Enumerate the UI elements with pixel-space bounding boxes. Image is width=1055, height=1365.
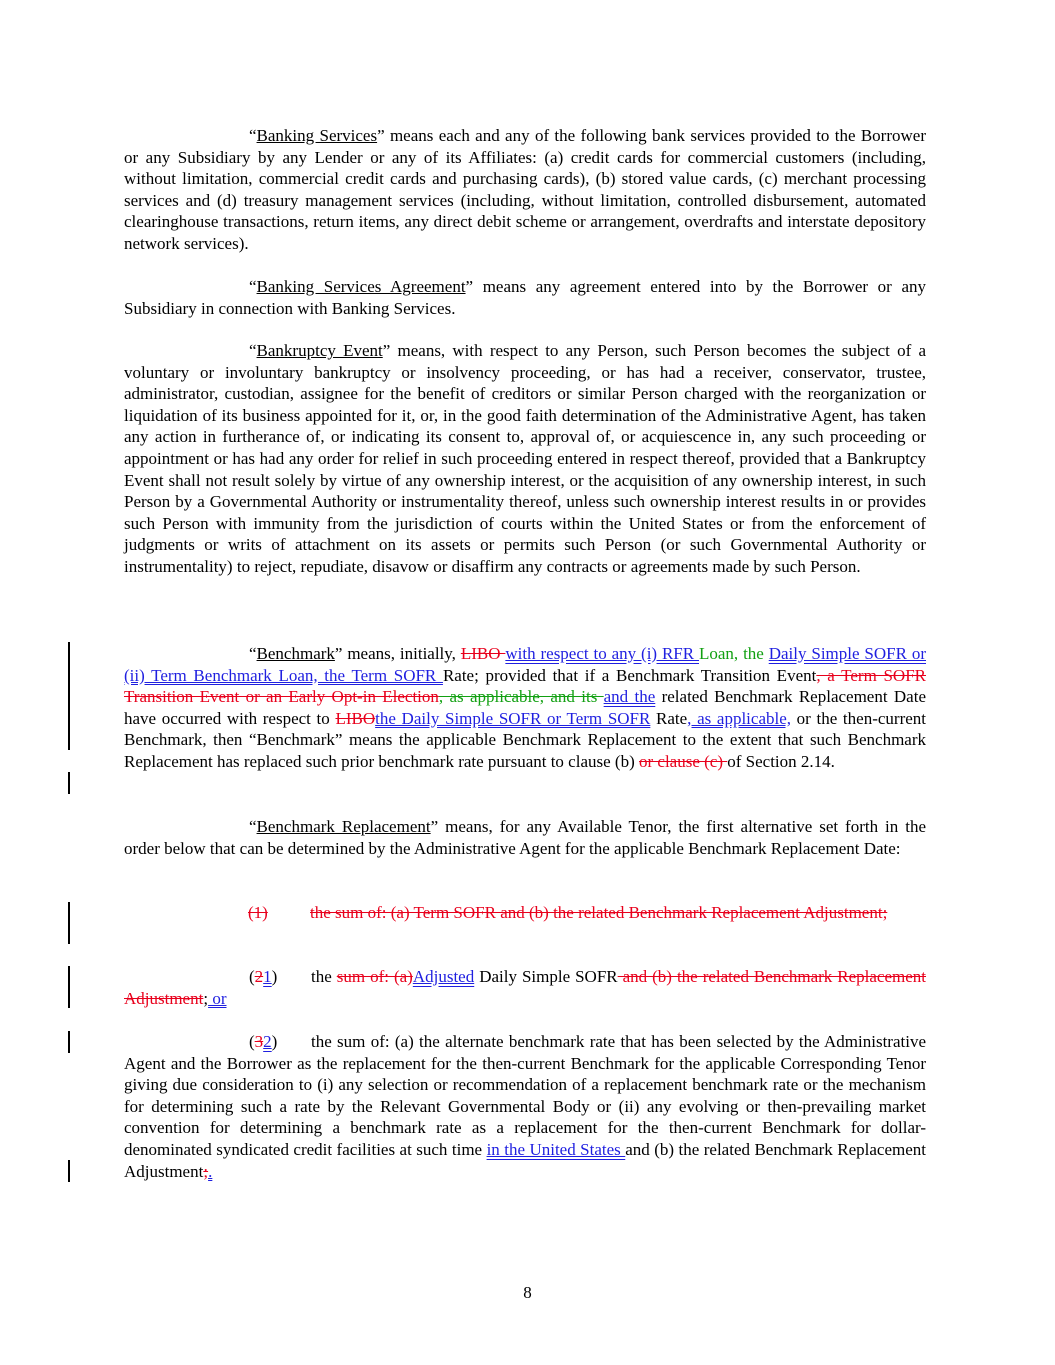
text-run: ;	[203, 988, 209, 1008]
deleted-text: ;	[203, 1161, 209, 1181]
inserted-text: , as applicable,	[687, 708, 792, 728]
moved-text: Loan, the	[699, 644, 769, 663]
page-number: 8	[523, 1283, 532, 1302]
definition-banking-services	[124, 125, 926, 255]
definition-benchmark-replacement	[124, 816, 926, 859]
inserted-text: with respect to any (i) RFR	[505, 644, 699, 663]
text-run: ” means, initially,	[334, 644, 461, 663]
paren: )	[271, 1032, 278, 1051]
deleted-text: the sum of: (a) Term SOFR and (b) the related Benchmark Replacement Adjustment;	[310, 903, 888, 922]
definition-banking-services-agreement	[124, 276, 926, 319]
deleted-text: , a Term SOFR Transition Event or an Early Opt-in Election	[124, 665, 926, 707]
text-run: related Benchmark Replacement Date have occurred with respect to	[124, 687, 926, 728]
deleted-text: 2	[254, 967, 264, 986]
text-run: Daily Simple SOFR	[474, 967, 618, 986]
deleted-text: sum of: (a)	[336, 967, 413, 986]
clause-3	[124, 1031, 926, 1182]
defined-term: Banking Services Agreement	[256, 277, 466, 296]
clause-1	[187, 902, 926, 924]
text-run: or the then-current Benchmark, then “Benchmark” means the applicable Benchmark Replacement to the extent that such Benchmark Replacement has replaced such prior benchmark rate pursuant to clause (b)	[124, 708, 926, 771]
inserted-text: Daily Simple SOFR or (ii) Term Benchmark Loan, the Term SOFR	[124, 644, 926, 685]
paren: (	[249, 967, 255, 986]
text-run: Rate	[650, 708, 688, 728]
inserted-text: the Daily Simple SOFR or Term SOFR	[375, 708, 651, 728]
inserted-text: or	[208, 988, 227, 1008]
definition-text: ” means, for any Available Tenor, the first alternative set forth in the order below that can be determined by the Administrative Agent for the applicable Benchmark Replacement Date:	[124, 817, 926, 858]
definition-text: ” means each and any of the following bank services provided to the Borrower or any Subsidiary by any Lender or any of its Affiliates: (a) credit cards for commercial customers (including, without limitation, commercial credit cards and purchasing cards), (b) stored value cards, (c) merchant processing services and (d) treasury management services (including, without limitation, controlled disbursement, automated clearinghouse transactions, return items, any direct debit scheme or arrangement, overdrafts and interstate depository network services).	[124, 126, 926, 253]
deleted-text: LIBO	[335, 708, 376, 728]
defined-term: Benchmark	[256, 644, 335, 663]
clause-number	[249, 1031, 311, 1053]
inserted-text: 2	[263, 1032, 272, 1051]
open-quote: “	[249, 126, 257, 145]
change-bar	[68, 902, 70, 944]
change-bar	[68, 966, 70, 1008]
open-quote: “	[249, 341, 257, 360]
text-run: the sum of: (a) the alternate benchmark rate that has been selected by the Administrative Agent and the Borrower as the replacement for the then-current Benchmark for the applicable Corresponding Tenor giving due consideration to (i) any selection or recommendation of a replacement benchmark rate or the mechanism for determining such a rate by the Relevant Governmental Body or (ii) any evolving or then-prevailing market convention for determining a benchmark rate as a replacement for the then-current Benchmark for dollar-denominated syndicated credit facilities at such time	[124, 1032, 926, 1159]
clause-2	[124, 966, 926, 1009]
clause-number: (1)	[248, 903, 268, 922]
defined-term: Bankruptcy Event	[256, 341, 383, 360]
inserted-text: and the	[603, 687, 656, 707]
change-bar	[68, 1031, 70, 1053]
definition-bankruptcy-event	[124, 340, 926, 578]
change-bar	[68, 1160, 70, 1182]
inserted-text: .	[208, 1161, 213, 1181]
text-run: of Section 2.14.	[727, 751, 835, 771]
paren: (	[249, 1032, 255, 1051]
change-bar	[68, 642, 70, 750]
clause-number	[249, 966, 311, 988]
inserted-text: in the United States	[486, 1139, 626, 1159]
open-quote: “	[249, 817, 257, 836]
open-quote: “	[249, 277, 257, 296]
inserted-text: 1	[263, 967, 272, 986]
definition-benchmark	[124, 643, 926, 773]
deleted-text: and (b) the related Benchmark Replacement Adjustment	[124, 967, 927, 1008]
paren: )	[271, 967, 278, 986]
text-run: the	[311, 967, 337, 986]
moved-deleted-text: , as applicable, and its	[438, 687, 604, 707]
deleted-text: LIBO	[460, 644, 506, 663]
text-run: and (b) the related Benchmark Replacement Adjustment	[124, 1139, 926, 1181]
deleted-text: 3	[254, 1032, 264, 1051]
defined-term: Benchmark Replacement	[256, 817, 431, 836]
definition-text: ” means, with respect to any Person, such Person becomes the subject of a voluntary or involuntary bankruptcy or insolvency proceeding, or has had a receiver, conservator, trustee, administrator, custodian, assignee for the benefit of creditors or similar Person charged with the reorganization or liquidation of its business appointed for it, or, in the good faith determination of the Administrative Agent, has taken any action in furtherance of, or indicating its consent to, approval of, or acquiescence in, any such proceeding or appointment or has had any order for relief in such proceeding entered in respect thereof, provided that a Bankruptcy Event shall not result solely by virtue of any ownership interest, or the acquisition of any ownership interest, in such Person by a Governmental Authority or instrumentality thereof, unless such ownership interest results in or provides such Person with immunity from the jurisdiction of courts within the United States or from the enforcement of judgments or writs of attachment on its assets or permits such Person (or such Governmental Authority or instrumentality) to reject, repudiate, disavow or disaffirm any contracts or agreements made by such Person.	[124, 341, 926, 576]
change-bar	[68, 772, 70, 794]
open-quote: “	[249, 644, 257, 663]
deleted-text: or clause (c)	[638, 751, 728, 771]
text-run: Rate; provided that if a Benchmark Transition Event	[442, 665, 817, 685]
inserted-text: Adjusted	[412, 967, 475, 986]
definition-text: ” means any agreement entered into by the Borrower or any Subsidiary in connection with Banking Services.	[124, 277, 926, 318]
defined-term: Banking Services	[256, 126, 378, 145]
